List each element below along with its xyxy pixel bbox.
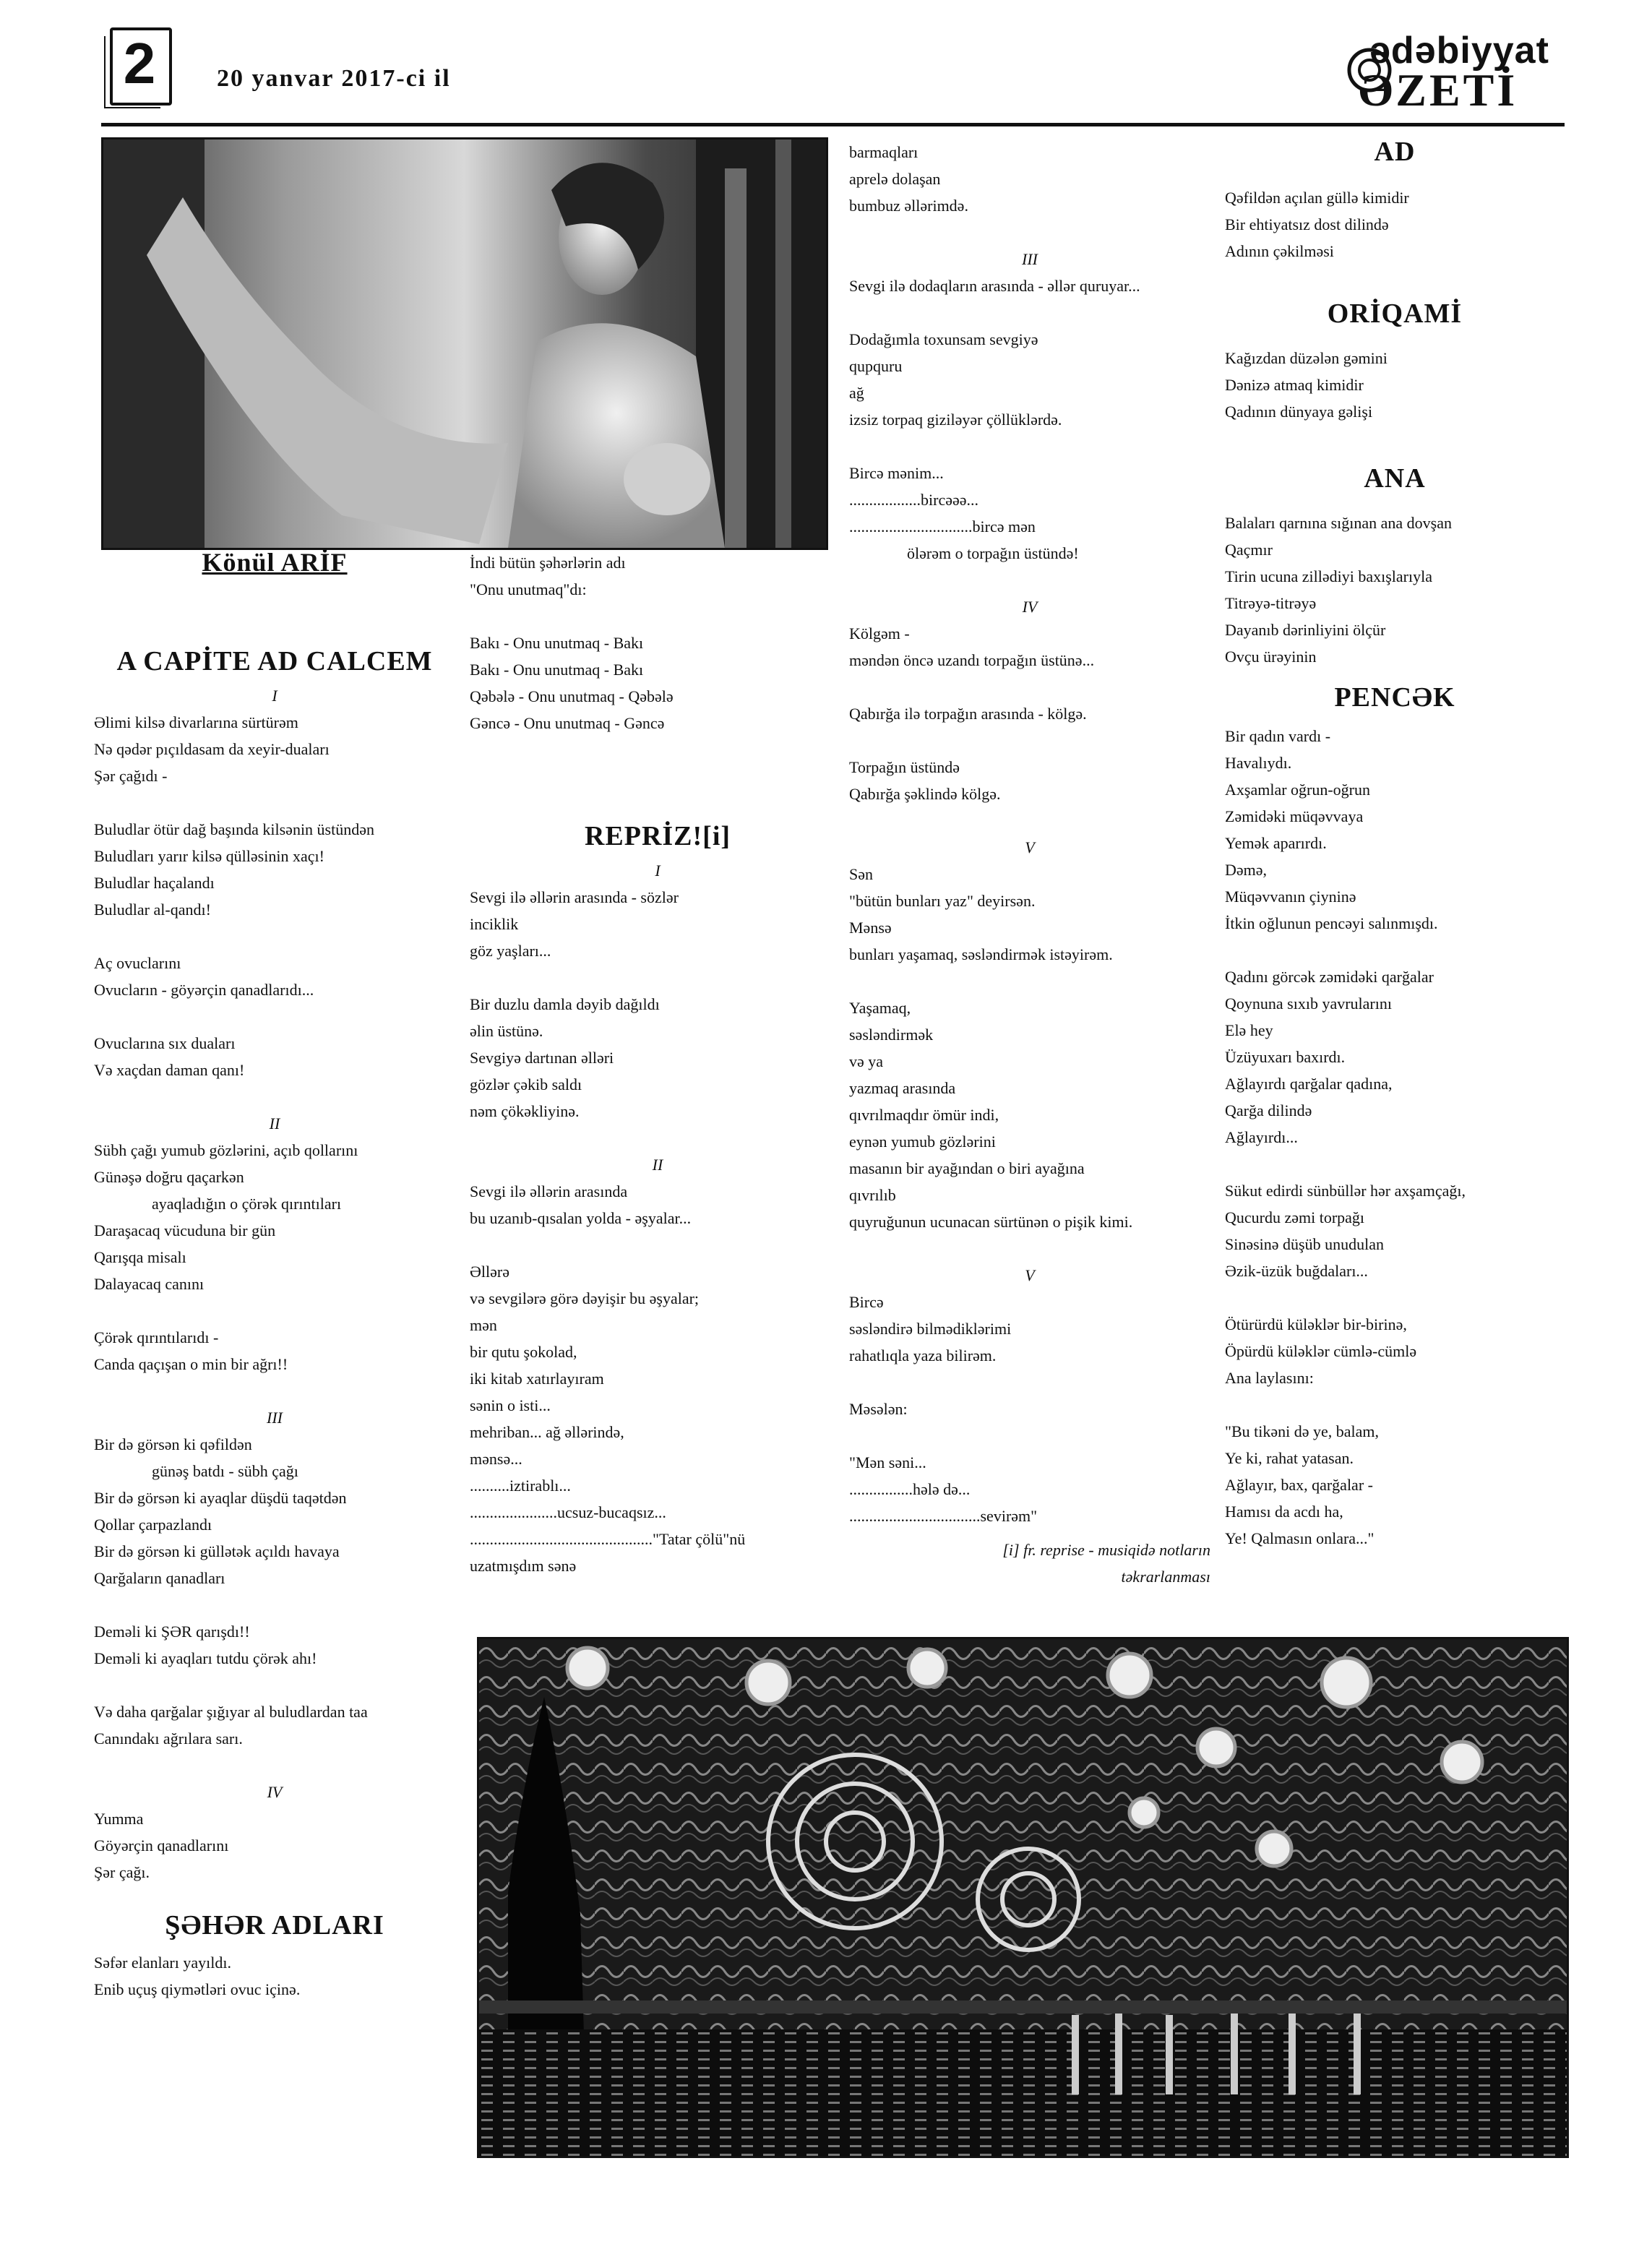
- column-1: [94, 549, 455, 2003]
- poem-line: Kağızdan düzələn gəmini: [1225, 349, 1388, 367]
- poem-line: Sinəsinə düşüb unudulan: [1225, 1235, 1384, 1253]
- poem-line: Bir də görsən ki qəfildən: [94, 1435, 252, 1453]
- section-number: III: [267, 1409, 283, 1427]
- poem-line: Qabırğa ilə torpağın arasında - kölgə.: [849, 705, 1087, 723]
- poem-line: Dalayacaq canını: [94, 1275, 205, 1293]
- poem-line: "bütün bunları yaz" deyirsən.: [849, 892, 1036, 910]
- poem-line: Deməli ki ŞƏR qarışdı!!: [94, 1623, 250, 1641]
- poem-line: Ovucların - göyərçin qanadlarıdı...: [94, 981, 314, 999]
- poem-line: Ağlayırdı...: [1225, 1128, 1298, 1146]
- poem-line: günəş batdı - sübh çağı: [152, 1462, 298, 1480]
- poem-line: Qəbələ - Onu unutmaq - Qəbələ: [470, 687, 674, 705]
- poem-line: Enib uçuş qiymətləri ovuc içinə.: [94, 1980, 301, 1998]
- poem-line: inciklik: [470, 915, 519, 933]
- poem-line: Ana laylasını:: [1225, 1369, 1314, 1387]
- poem-line: Bakı - Onu unutmaq - Bakı: [470, 661, 644, 679]
- poem-line: yazmaq arasında: [849, 1079, 956, 1097]
- poem-title: PENCƏK: [1334, 682, 1455, 713]
- poem-line: Elə hey: [1225, 1021, 1273, 1039]
- poem-title: REPRİZ![i]: [584, 821, 731, 851]
- section-number: II: [269, 1114, 280, 1133]
- poem-line: Ovçu ürəyinin: [1225, 648, 1317, 666]
- poem-line: Şər çağı.: [94, 1863, 150, 1881]
- poem-line: İndi bütün şəhərlərin adı: [470, 554, 626, 572]
- poem-line: Dayanıb dərinliyini ölçür: [1225, 621, 1386, 639]
- poem-line: Titrəyə-titrəyə: [1225, 594, 1317, 612]
- poem-line: Mənsə: [849, 919, 892, 937]
- poem-line: bu uzanıb-qısalan yolda - əşyalar...: [470, 1209, 692, 1227]
- poem-title: ORİQAMİ: [1327, 298, 1463, 329]
- poem-line: Bir qadın vardı -: [1225, 727, 1331, 745]
- poem-line: Qarğaların qanadları: [94, 1569, 225, 1587]
- poem-line: Məsələn:: [849, 1400, 908, 1418]
- poem-line: eynən yumub gözlərini: [849, 1133, 996, 1151]
- poem-line: gözlər çəkib saldı: [470, 1075, 582, 1093]
- poem-line: "Onu unutmaq"dı:: [470, 580, 587, 598]
- poem-line: Yaşamaq,: [849, 999, 911, 1017]
- poem-line: Daraşacaq vücuduna bir gün: [94, 1221, 276, 1239]
- poem-line: Canda qaçışan o min bir ağrı!!: [94, 1355, 288, 1373]
- poem-line: ..................bircəəə...: [849, 491, 978, 509]
- poem-line: ...............................bircə mən: [849, 517, 1036, 536]
- poem-line: Qarışqa misalı: [94, 1248, 186, 1266]
- poem-line: uzatmışdım sənə: [470, 1557, 577, 1575]
- poem-line: Bakı - Onu unutmaq - Bakı: [470, 634, 644, 652]
- poem-line: mənsə...: [470, 1450, 522, 1468]
- poem-line: və ya: [849, 1052, 884, 1070]
- poem-line: ..........iztirablı...: [470, 1477, 571, 1495]
- poem-line: mehriban... ağ əllərində,: [470, 1423, 624, 1441]
- poem-line: Bir də görsən ki ayaqlar düşdü taqətdən: [94, 1489, 347, 1507]
- poem-line: Ye! Qalmasın onlara...": [1225, 1529, 1374, 1547]
- photo-woman-portrait: [101, 137, 828, 550]
- column-2: [470, 549, 846, 1579]
- poem-line: Buludlar al-qandı!: [94, 901, 211, 919]
- section-number: I: [272, 687, 278, 705]
- section-number: II: [652, 1156, 663, 1174]
- poem-line: Sevgi ilə dodaqların arasında - əllər quruyar...: [849, 277, 1140, 295]
- issue-date: 20 yanvar 2017-ci il: [217, 65, 451, 92]
- footnote: [i] fr. reprise - musiqidə notların: [1002, 1541, 1210, 1559]
- poem-line: Əzik-üzük buğdaları...: [1225, 1262, 1368, 1280]
- header-rule: [101, 123, 1565, 126]
- poem-line: ağ: [849, 384, 864, 402]
- poem-line: Qadını görcək zəmidəki qarğalar: [1225, 968, 1434, 986]
- section-number: V: [1025, 1266, 1035, 1284]
- poem-line: Sevgi ilə əllərin arasında: [470, 1182, 628, 1200]
- poem-line: Havalıydı.: [1225, 754, 1292, 772]
- poem-line: Ağlayır, bax, qarğalar -: [1225, 1476, 1373, 1494]
- poem-line: sənin o isti...: [470, 1396, 551, 1414]
- poem-line: Bircə mənim...: [849, 464, 944, 482]
- poem-line: Zəmidəki müqəvvaya: [1225, 807, 1364, 825]
- section-number: V: [1025, 838, 1035, 856]
- poem-line: Buludlar ötür dağ başında kilsənin üstündən: [94, 820, 374, 838]
- poem-title: A CAPİTE AD CALCEM: [116, 646, 433, 676]
- poem-line: rahatlıqla yaza bilirəm.: [849, 1346, 997, 1364]
- poem-line: Bircə: [849, 1293, 884, 1311]
- poem-line: Göyərçin qanadlarını: [94, 1836, 229, 1855]
- poem-line: Qoynuna sıxıb yavrularını: [1225, 994, 1392, 1013]
- poem-line: Sübh çağı yumub gözlərini, açıb qollarını: [94, 1141, 358, 1159]
- poem-line: Qabırğa şəklində kölgə.: [849, 785, 1001, 803]
- poem-line: aprelə dolaşan: [849, 170, 941, 188]
- poem-line: qupquru: [849, 357, 903, 375]
- poem-line: Ağlayırdı qarğalar qadına,: [1225, 1075, 1393, 1093]
- section-number: III: [1022, 250, 1038, 268]
- poem-line: Günəşə doğru qaçarkən: [94, 1168, 244, 1186]
- poem-line: Aç ovuclarını: [94, 954, 181, 972]
- logo-top-text: ədəbiyyat: [1369, 30, 1549, 72]
- section-number: IV: [1022, 598, 1038, 616]
- poem-line: Balaları qarnına sığınan ana dovşan: [1225, 514, 1453, 532]
- poem-line: Bir ehtiyatsız dost dilində: [1225, 215, 1389, 233]
- poem-line: quyruğunun ucunacan sürtünən o pişik kimi.: [849, 1213, 1133, 1231]
- poem-line: Qəfildən açılan güllə kimidir: [1225, 189, 1409, 207]
- poem-line: masanın bir ayağından o biri ayağına: [849, 1159, 1085, 1177]
- poem-line: Qaçmır: [1225, 541, 1273, 559]
- poem-line: qıvrılmaqdır ömür indi,: [849, 1106, 999, 1124]
- poem-line: Şər çağıdı -: [94, 767, 168, 785]
- poem-line: nəm çökəkliyinə.: [470, 1102, 580, 1120]
- poem-line: Və daha qarğalar şığıyar al buludlardan taa: [94, 1703, 368, 1721]
- poem-line: Nə qədər pıçıldasam da xeyir-duaları: [94, 740, 330, 758]
- poem-line: və sevgilərə görə dəyişir bu əşyalar;: [470, 1289, 700, 1307]
- poem-line: Dodağımla toxunsam sevgiyə: [849, 330, 1038, 348]
- section-number: IV: [267, 1783, 283, 1801]
- poem-line: Sükut edirdi sünbüllər hər axşamçağı,: [1225, 1182, 1466, 1200]
- poem-line: Öpürdü küləklər cümlə-cümlə: [1225, 1342, 1417, 1360]
- poem-line: Qucurdu zəmi torpağı: [1225, 1208, 1365, 1226]
- poem-line: məndən öncə uzandı torpağın üstünə...: [849, 651, 1095, 669]
- poem-line: Dənizə atmaq kimidir: [1225, 376, 1364, 394]
- poem-line: Müqəvvanın çiyninə: [1225, 888, 1356, 906]
- poem-line: Ye ki, rahat yatasan.: [1225, 1449, 1354, 1467]
- poem-line: əlin üstünə.: [470, 1022, 543, 1040]
- poem-line: Adının çəkilməsi: [1225, 242, 1334, 260]
- poem-line: qıvrılıb: [849, 1186, 896, 1204]
- poem-line: Qarğa dilində: [1225, 1101, 1312, 1119]
- poem-line: Çörək qırıntılarıdı -: [94, 1328, 219, 1346]
- section-number: I: [655, 861, 661, 880]
- poem-line: Yumma: [94, 1810, 144, 1828]
- poem-line: Deməli ki ayaqları tutdu çörək ahı!: [94, 1649, 317, 1667]
- poem-line: Yemək aparırdı.: [1225, 834, 1327, 852]
- poem-line: "Mən səni...: [849, 1453, 926, 1471]
- poem-line: Bir duzlu damla dəyib dağıldı: [470, 995, 660, 1013]
- poem-line: Üzüyuxarı baxırdı.: [1225, 1048, 1346, 1066]
- column-4: [1225, 139, 1565, 1552]
- poem-line: Buludları yarır kilsə qülləsinin xaçı!: [94, 847, 324, 865]
- poem-line: mən: [470, 1316, 497, 1334]
- poem-line: Qollar çarpazlandı: [94, 1516, 212, 1534]
- poem-line: .............................................."Tatar çölü"nü: [470, 1530, 746, 1548]
- poem-line: ölərəm o torpağın üstündə!: [907, 544, 1079, 562]
- poem-line: Əlimi kilsə divarlarına sürtürəm: [94, 713, 298, 731]
- poem-title: ANA: [1364, 463, 1426, 494]
- poem-line: ayaqladığın o çörək qırıntıları: [152, 1195, 342, 1213]
- poem-line: Dəmə,: [1225, 861, 1268, 879]
- poem-title: AD: [1374, 137, 1416, 167]
- column-3: [849, 139, 1210, 1590]
- poem-line: iki kitab xatırlayıram: [470, 1370, 604, 1388]
- poem-line: Buludlar haçalandı: [94, 874, 215, 892]
- poem-line: Ovuclarına sıx duaları: [94, 1034, 236, 1052]
- poem-line: Ötürürdü küləklər bir-birinə,: [1225, 1315, 1407, 1333]
- poem-line: Tirin ucuna zillədiyi baxışlarıyla: [1225, 567, 1432, 585]
- poem-line: Sevgi ilə əllərin arasında - sözlər: [470, 888, 679, 906]
- poem-title: ŞƏHƏR ADLARI: [165, 1910, 384, 1941]
- poem-line: Əllərə: [470, 1263, 509, 1281]
- poem-line: Sevgiyə dartınan əlləri: [470, 1049, 614, 1067]
- poem-line: bumbuz əllərimdə.: [849, 197, 968, 215]
- poem-line: Hamısı da acdı ha,: [1225, 1503, 1343, 1521]
- poem-line: .................................sevirəm": [849, 1507, 1038, 1525]
- poem-line: bunları yaşamaq, səsləndirmək istəyirəm.: [849, 945, 1113, 963]
- author-name: Könül ARİF: [202, 548, 348, 577]
- painting-starry-night: [477, 1637, 1569, 2158]
- poem-line: səsləndirmək: [849, 1026, 934, 1044]
- poem-line: İtkin oğlunun pencəyi salınmışdı.: [1225, 914, 1438, 932]
- poem-line: izsiz torpaq giziləyər çöllüklərdə.: [849, 411, 1062, 429]
- poem-line: göz yaşları...: [470, 942, 551, 960]
- poem-line: "Bu tikəni də ye, balam,: [1225, 1422, 1380, 1440]
- poem-line: Və xaçdan daman qanı!: [94, 1061, 245, 1079]
- poem-line: Axşamlar oğrun-oğrun: [1225, 781, 1371, 799]
- poem-line: ......................ucsuz-bucaqsız...: [470, 1503, 666, 1521]
- poem-line: Canındakı ağrılara sarı.: [94, 1729, 243, 1748]
- poem-line: Bir də görsən ki güllətək açıldı havaya: [94, 1542, 340, 1560]
- poem-line: Kölgəm -: [849, 624, 910, 642]
- poem-line: Gəncə - Onu unutmaq - Gəncə: [470, 714, 665, 732]
- poem-line: bir qutu şokolad,: [470, 1343, 577, 1361]
- poem-line: Sən: [849, 865, 873, 883]
- poem-line: Torpağın üstündə: [849, 758, 960, 776]
- logo-bottom-text: ƏZETİ: [1359, 64, 1518, 116]
- page-number: 2: [123, 31, 156, 95]
- poem-line: barmaqları: [849, 143, 919, 161]
- poem-line: Qadının dünyaya gəlişi: [1225, 403, 1373, 421]
- footnote: təkrarlanması: [1121, 1568, 1210, 1586]
- poem-line: səsləndirə bilmədiklərimi: [849, 1320, 1012, 1338]
- poem-line: ................hələ də...: [849, 1480, 971, 1498]
- poem-line: Səfər elanları yayıldı.: [94, 1954, 231, 1972]
